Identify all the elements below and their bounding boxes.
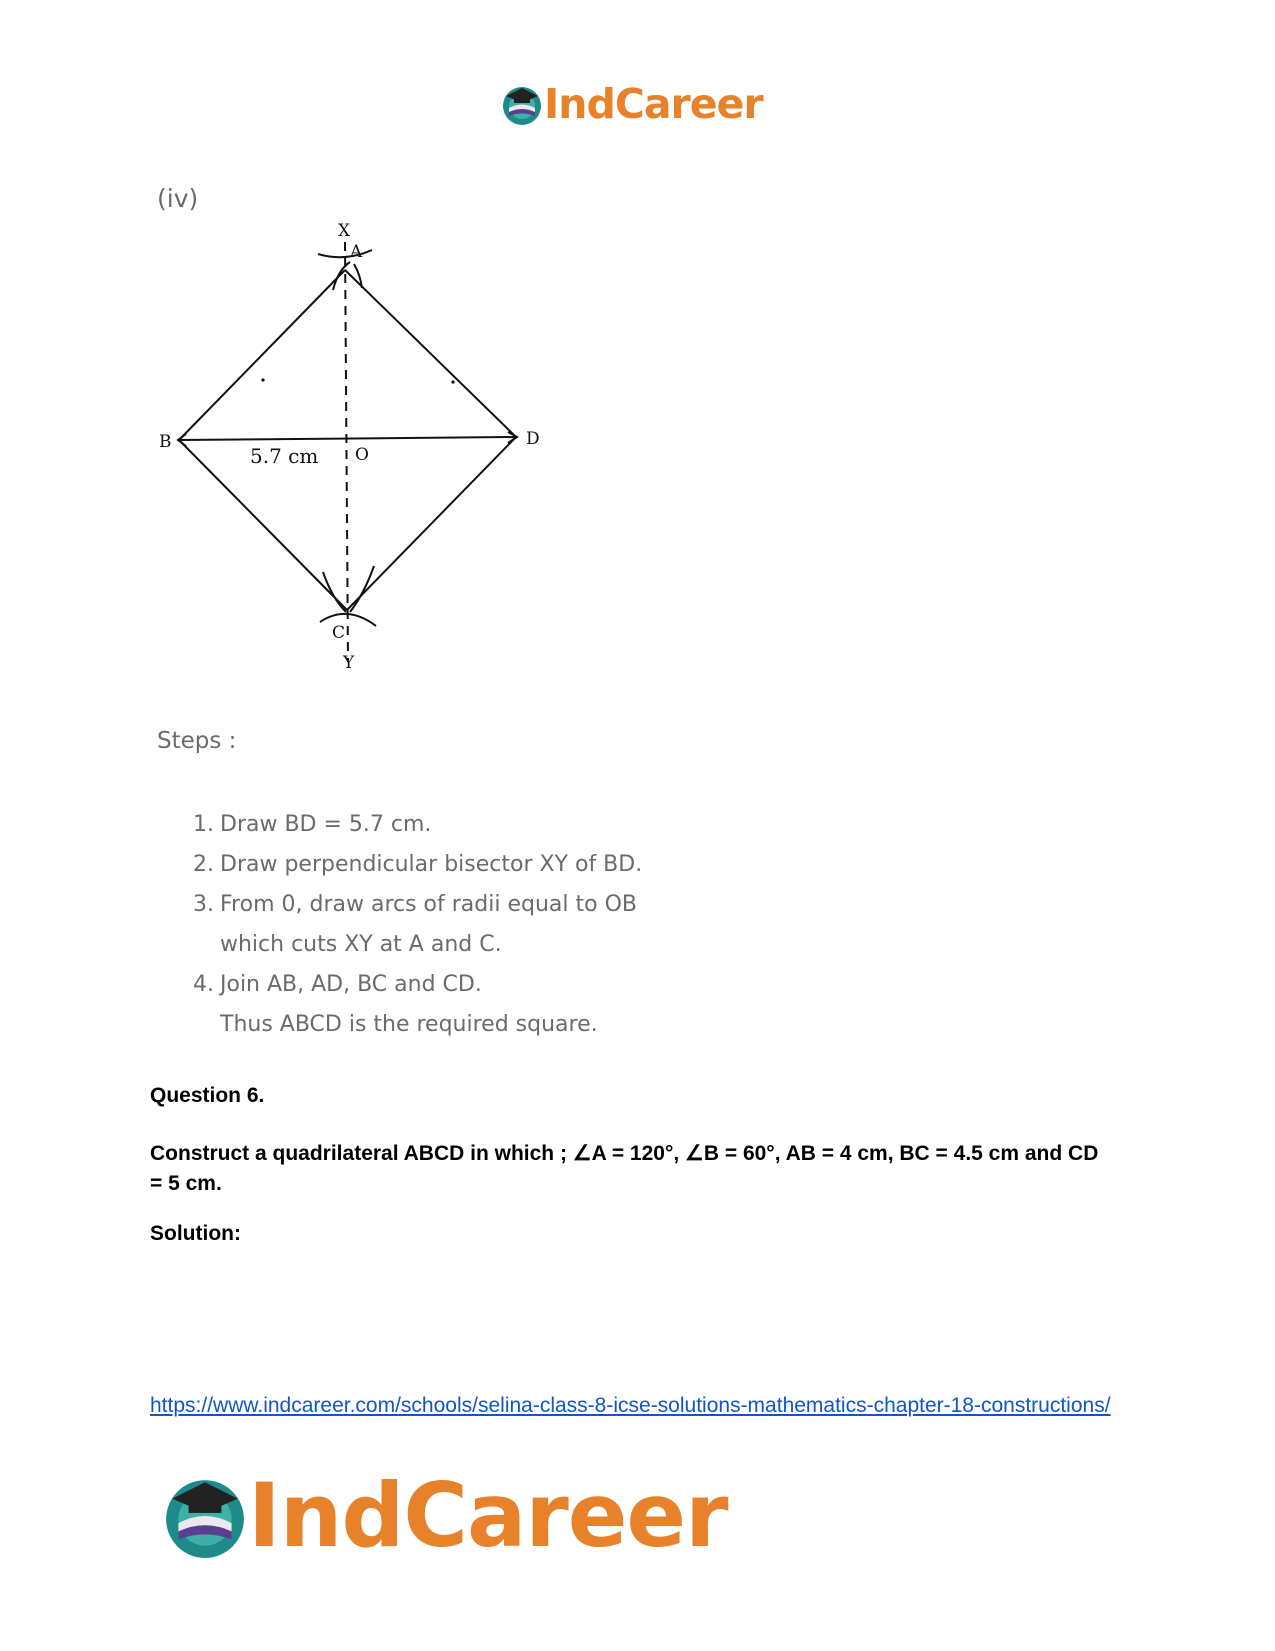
step-text: Draw BD = 5.7 cm.: [220, 812, 432, 837]
point-a-label: A: [350, 242, 363, 262]
point-b-label: B: [159, 432, 172, 452]
source-link[interactable]: https://www.indcareer.com/schools/selina-class-8-icse-solutions-mathematics-chapter-18-constructions/: [150, 1394, 1111, 1417]
step-item: [0, 845, 642, 885]
diagonal-bd: [179, 437, 516, 440]
point-c-label: C: [332, 623, 346, 643]
arc-a-2: [333, 262, 350, 290]
indcareer-logo-bottom: [160, 1465, 728, 1565]
bisector-xy: [345, 242, 348, 662]
step-text: Draw perpendicular bisector XY of BD.: [220, 852, 643, 877]
question-text: Construct a quadrilateral ABCD in which ; ∠A = 120°, ∠B = 60°, AB = 4 cm, BC = 4.5 cm and CD = 5 cm.: [150, 1142, 1099, 1195]
step-text: From 0, draw arcs of radii equal to OB: [220, 892, 637, 917]
steps-list: [0, 805, 642, 1045]
step-item: [0, 965, 642, 1045]
bd-measure-label: 5.7 cm: [250, 444, 319, 468]
question-title: Question 6.: [150, 1084, 265, 1107]
arc-a-3: [354, 264, 362, 288]
figure-sub-label: (iv): [157, 184, 199, 213]
steps-heading: Steps :: [157, 728, 237, 754]
step-number: 4.: [193, 972, 214, 997]
logo-wordmark: IndCareer: [544, 80, 763, 128]
square-construction-diagram: [150, 222, 570, 692]
step-number: 3.: [193, 892, 214, 917]
logo-wordmark: IndCareer: [248, 1463, 728, 1567]
step-item: [0, 805, 642, 845]
point-x-label: X: [338, 222, 351, 241]
graduation-cap-globe-icon: [160, 1470, 250, 1560]
side-dc: [347, 437, 516, 610]
point-y-label: Y: [343, 653, 355, 673]
step-number: 1.: [193, 812, 214, 837]
step-continuation: Thus ABCD is the required square.: [220, 1012, 598, 1037]
graduation-cap-globe-icon: [500, 82, 544, 126]
step-continuation: which cuts XY at A and C.: [220, 932, 502, 957]
point-d-label: D: [526, 429, 540, 449]
step-number: 2.: [193, 852, 214, 877]
indcareer-logo-top: [500, 76, 763, 132]
step-text: Join AB, AD, BC and CD.: [220, 972, 482, 997]
side-ad: [345, 270, 516, 437]
arc-c-3: [350, 566, 374, 612]
point-o-label: O: [355, 445, 369, 465]
arc-a-1: [318, 250, 372, 257]
step-item: [0, 885, 642, 965]
solution-label: Solution:: [150, 1222, 241, 1245]
side-ab: [179, 270, 345, 440]
